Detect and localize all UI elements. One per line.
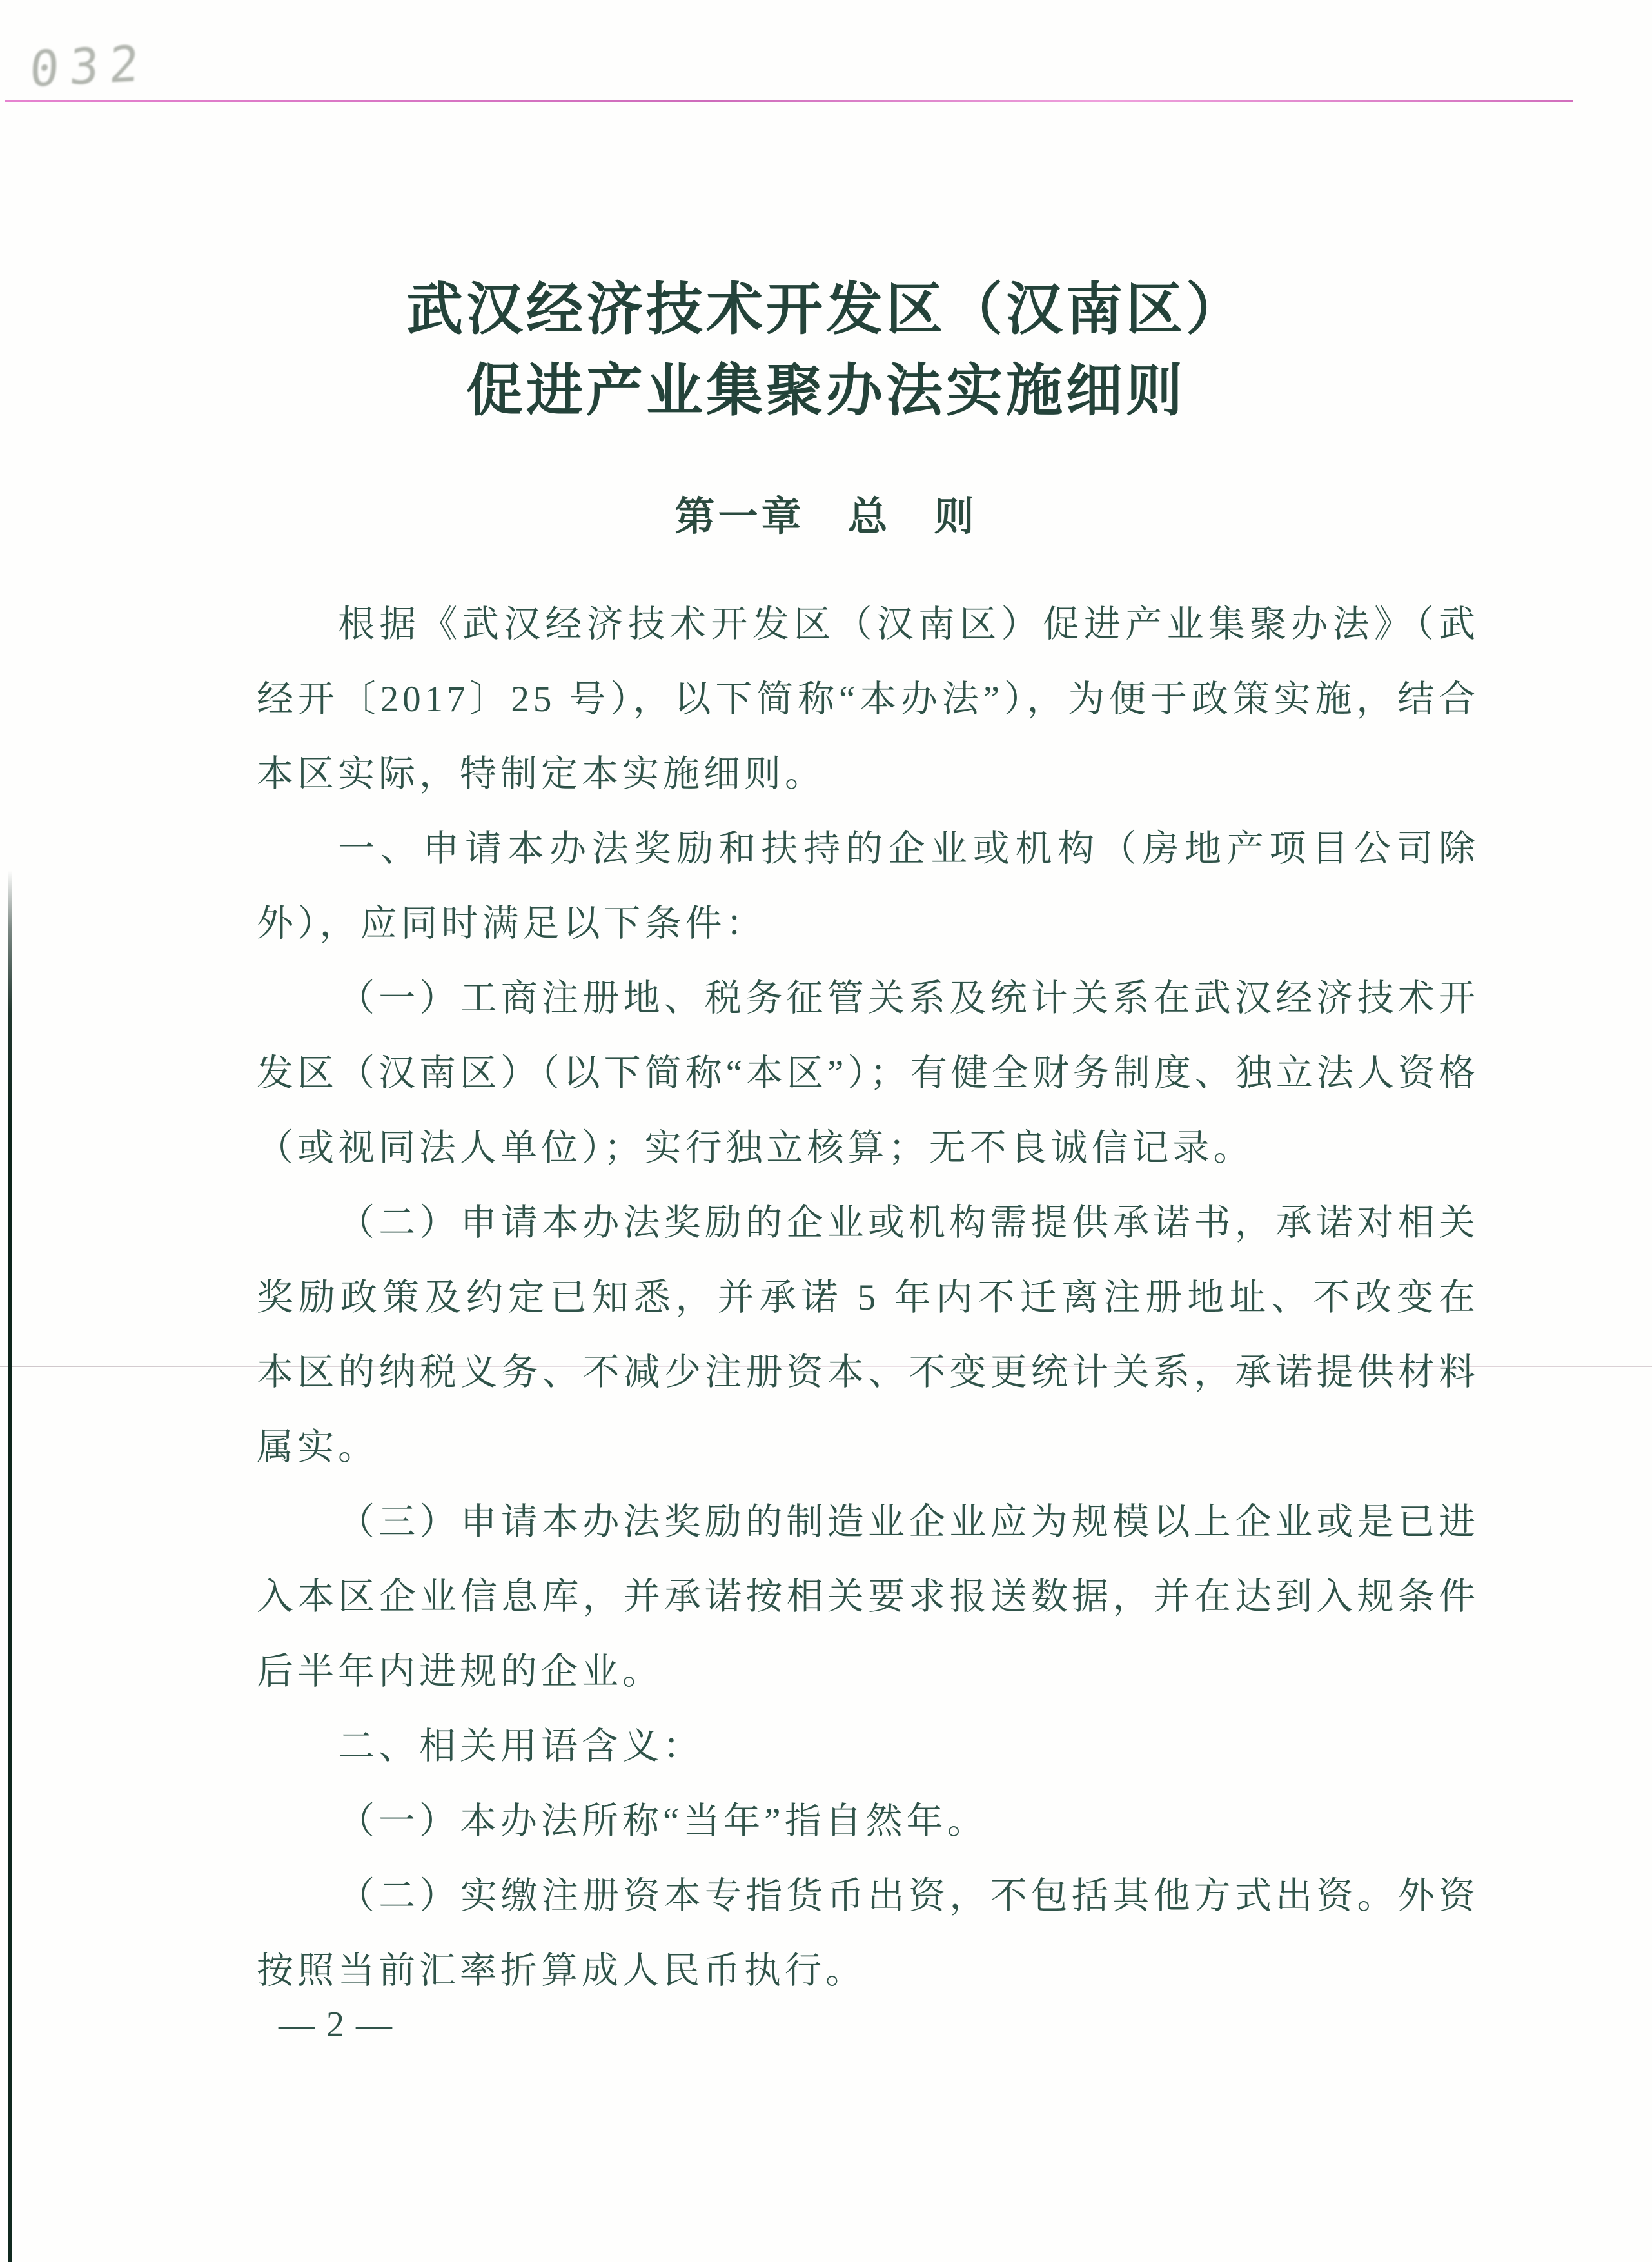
scan-artifact-left-edge-line <box>8 870 12 2262</box>
paragraph-item-1-sub-2: （二）申请本办法奖励的企业或机构需提供承诺书，承诺对相关奖励政策及约定已知悉，并承诺 5 年内不迁离注册地址、不改变在本区的纳税义务、不减少注册资本、不变更统计关系，承诺提供材料属实。 <box>257 1203 1479 1468</box>
paragraph-item-1-sub-1: （一）工商注册地、税务征管关系及统计关系在武汉经济技术开发区（汉南区）（以下简称“本区”）；有健全财务制度、独立法人资格（或视同法人单位）；实行独立核算；无不良诚信记录。 <box>257 978 1479 1168</box>
paragraph-item-2-sub-2: （二）实缴注册资本专指货币出资，不包括其他方式出资。外资按照当前汇率折算成人民币执行。 <box>257 1876 1479 1991</box>
document-title-line-2: 促进产业集聚办法实施细则 <box>466 360 1186 423</box>
paragraph-item-2-sub-1: （一）本办法所称“当年”指自然年。 <box>338 1801 988 1842</box>
document-body <box>257 587 1479 2009</box>
paragraph-item-2: 二、相关用语含义： <box>338 1726 703 1767</box>
paragraph-intro: 根据《武汉经济技术开发区（汉南区）促进产业集聚办法》（武经开〔2017〕25 号），以下简称“本办法”），为便于政策实施，结合本区实际，特制定本实施细则。 <box>257 604 1479 794</box>
page-number: — 2 — <box>279 2005 393 2045</box>
chapter-heading: 第一章 总 则 <box>674 495 978 539</box>
paragraph-item-1: 一、申请本办法奖励和扶持的企业或机构（房地产项目公司除外），应同时满足以下条件： <box>257 829 1479 944</box>
document-title-line-1: 武汉经济技术开发区（汉南区） <box>406 279 1246 342</box>
corner-stamp-number: 032 <box>28 34 151 99</box>
document-title <box>0 270 1652 433</box>
scan-artifact-pink-line <box>5 100 1573 102</box>
paragraph-item-1-sub-3: （三）申请本办法奖励的制造业企业应为规模以上企业或是已进入本区企业信息库，并承诺按相关要求报送数据，并在达到入规条件后半年内进规的企业。 <box>257 1502 1479 1692</box>
